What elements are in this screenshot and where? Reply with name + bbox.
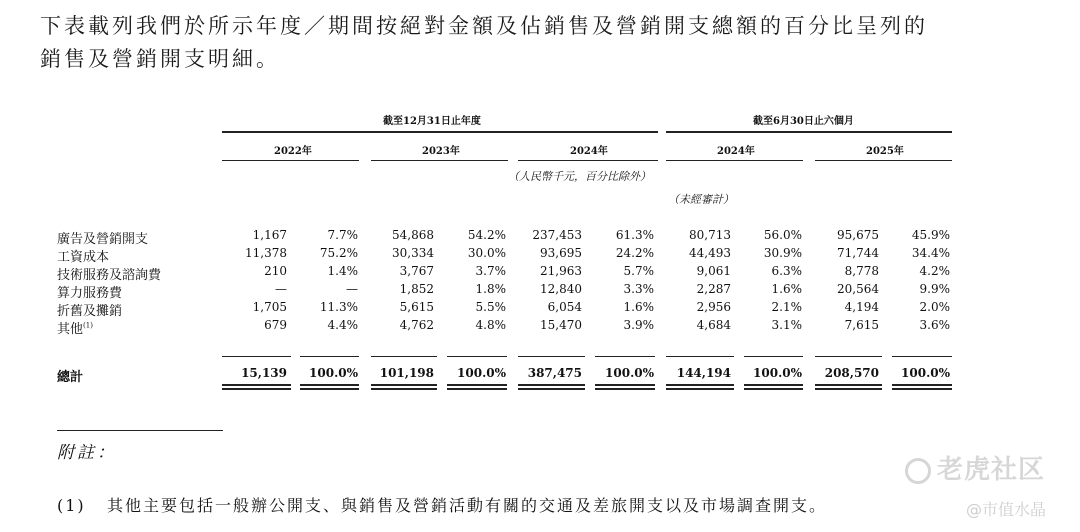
table-cell: 679 — [264, 318, 287, 332]
tiger-logo-icon — [905, 458, 931, 484]
period-header-2025-h1: 2025年 — [866, 146, 904, 157]
total-rule-above — [595, 356, 655, 357]
total-double-rule — [447, 388, 507, 390]
table-cell: 44,493 — [689, 246, 731, 260]
table-cell: 34.4% — [911, 246, 950, 260]
table-cell: 210 — [264, 264, 287, 278]
period-rule-4 — [666, 160, 803, 161]
table-cell: 45.9% — [911, 228, 950, 242]
footnote-marker: (1) — [83, 321, 93, 330]
total-cell: 208,570 — [824, 366, 879, 380]
table-cell: 3.3% — [623, 282, 654, 296]
total-rule-above — [447, 356, 507, 357]
total-double-rule — [744, 388, 803, 390]
total-cell: 101,198 — [379, 366, 434, 380]
watermark-sub: @市值水晶 — [966, 500, 1047, 519]
total-double-rule — [892, 388, 952, 390]
total-double-rule — [222, 384, 291, 386]
total-double-rule — [666, 384, 734, 386]
intro-line-2: 銷售及營銷開支明細。 — [40, 47, 280, 71]
total-double-rule — [892, 384, 952, 386]
table-cell: 12,840 — [540, 282, 582, 296]
table-cell: 1,852 — [399, 282, 434, 296]
table-cell: 1.4% — [327, 264, 358, 278]
row-label-text: 技術服務及諮詢費 — [57, 268, 162, 283]
table-cell: 11,378 — [245, 246, 287, 260]
period-header-2024-h1: 2024年 — [717, 146, 755, 157]
total-double-rule — [300, 388, 359, 390]
row-label-text: 折舊及攤銷 — [57, 304, 123, 319]
total-double-rule — [518, 384, 585, 386]
table-cell: 2,287 — [696, 282, 731, 296]
row-label-text: 算力服務費 — [57, 286, 123, 301]
row-label — [57, 246, 109, 265]
intro-line-1: 下表載列我們於所示年度／期間按絕對金額及佔銷售及營銷開支總額的百分比呈列的 — [40, 14, 928, 38]
total-double-rule — [447, 384, 507, 386]
total-cell: 100.0% — [309, 366, 358, 380]
table-cell: 93,695 — [540, 246, 582, 260]
table-cell: 54,868 — [392, 228, 434, 242]
table-cell: 54.2% — [467, 228, 506, 242]
table-cell: 5,615 — [399, 300, 434, 314]
total-cell: 100.0% — [901, 366, 950, 380]
group-header-half: 截至6月30日止六個月 — [753, 116, 854, 127]
table-cell: 80,713 — [689, 228, 731, 242]
total-rule-above — [222, 356, 291, 357]
table-cell: 6.3% — [771, 264, 802, 278]
total-label: 總計 — [57, 370, 84, 385]
total-cell: 100.0% — [605, 366, 654, 380]
table-cell: 3,767 — [399, 264, 434, 278]
total-double-rule — [666, 388, 734, 390]
table-cell: 1,167 — [252, 228, 287, 242]
table-cell: 24.2% — [615, 246, 654, 260]
total-rule-above — [815, 356, 882, 357]
table-cell: 5.7% — [623, 264, 654, 278]
row-label — [57, 318, 93, 337]
table-cell: 9.9% — [919, 282, 950, 296]
footnote-title: 附註： — [57, 443, 117, 463]
period-header-2022: 2022年 — [274, 146, 312, 157]
total-double-rule — [815, 384, 882, 386]
watermark-main-text: 老虎社区 — [937, 455, 1046, 485]
total-rule-above — [892, 356, 952, 357]
row-label — [57, 228, 148, 247]
table-cell: — — [275, 282, 287, 296]
group-rule-year — [222, 131, 658, 133]
group-rule-half — [666, 131, 952, 133]
table-cell: 11.3% — [319, 300, 358, 314]
group-header-year: 截至12月31日止年度 — [383, 116, 481, 127]
row-label — [57, 300, 122, 319]
period-rule-3 — [518, 160, 658, 161]
period-rule-5 — [815, 160, 952, 161]
period-header-2023: 2023年 — [422, 146, 460, 157]
unaudited-note: （未經審計） — [668, 193, 734, 206]
table-cell: 4,762 — [399, 318, 434, 332]
row-label-text: 其他 — [57, 322, 84, 337]
total-cell: 100.0% — [753, 366, 802, 380]
total-double-rule — [222, 388, 291, 390]
table-cell: 5.5% — [475, 300, 506, 314]
table-cell: 4.4% — [327, 318, 358, 332]
table-cell: 4.8% — [475, 318, 506, 332]
total-rule-above — [300, 356, 359, 357]
table-cell: 3.1% — [771, 318, 802, 332]
total-cell: 100.0% — [457, 366, 506, 380]
table-cell: 15,470 — [540, 318, 582, 332]
total-double-rule — [744, 384, 803, 386]
table-cell: 3.7% — [475, 264, 506, 278]
total-cell: 144,194 — [676, 366, 731, 380]
table-cell: 56.0% — [763, 228, 802, 242]
watermark-main — [905, 449, 1045, 486]
total-double-rule — [815, 388, 882, 390]
unit-note: （人民幣千元，百分比除外） — [508, 170, 651, 183]
table-cell: 3.9% — [623, 318, 654, 332]
table-cell: 2,956 — [696, 300, 731, 314]
intro-paragraph — [40, 10, 1040, 76]
table-cell: 237,453 — [532, 228, 582, 242]
footnote-number: (1) — [57, 496, 86, 515]
table-cell: 4,194 — [844, 300, 879, 314]
table-cell: 9,061 — [696, 264, 731, 278]
table-cell: 95,675 — [837, 228, 879, 242]
table-cell: 71,744 — [837, 246, 879, 260]
table-cell: 4,684 — [696, 318, 731, 332]
total-double-rule — [371, 388, 437, 390]
row-label-text: 工資成本 — [57, 250, 110, 265]
period-header-2024: 2024年 — [570, 146, 608, 157]
table-cell: 20,564 — [837, 282, 879, 296]
table-cell: 75.2% — [319, 246, 358, 260]
total-rule-above — [518, 356, 585, 357]
total-double-rule — [595, 384, 655, 386]
table-cell: 30.9% — [763, 246, 802, 260]
total-cell: 387,475 — [527, 366, 582, 380]
table-cell: 6,054 — [547, 300, 582, 314]
table-cell: 2.1% — [771, 300, 802, 314]
table-cell: 61.3% — [615, 228, 654, 242]
table-cell: 1.6% — [623, 300, 654, 314]
table-cell: 1.8% — [475, 282, 506, 296]
footnote-text: 其他主要包括一般辦公開支、與銷售及營銷活動有關的交通及差旅開支以及市場調查開支。 — [107, 496, 828, 515]
footnote-divider — [57, 430, 223, 431]
footnote-item — [57, 493, 827, 516]
row-label — [57, 264, 161, 283]
row-label — [57, 282, 122, 301]
table-cell: 3.6% — [919, 318, 950, 332]
table-cell: 30,334 — [392, 246, 434, 260]
table-cell: 7.7% — [327, 228, 358, 242]
period-rule-2 — [371, 160, 508, 161]
row-label-text: 廣告及營銷開支 — [57, 232, 149, 247]
total-double-rule — [371, 384, 437, 386]
total-double-rule — [300, 384, 359, 386]
total-rule-above — [371, 356, 437, 357]
table-cell: 1,705 — [252, 300, 287, 314]
table-cell: 2.0% — [919, 300, 950, 314]
total-rule-above — [666, 356, 734, 357]
table-cell: 7,615 — [844, 318, 879, 332]
table-cell: 21,963 — [540, 264, 582, 278]
total-double-rule — [518, 388, 585, 390]
table-cell: 8,778 — [844, 264, 879, 278]
total-double-rule — [595, 388, 655, 390]
total-rule-above — [744, 356, 803, 357]
table-cell: 4.2% — [919, 264, 950, 278]
period-rule-1 — [222, 160, 359, 161]
total-cell: 15,139 — [241, 366, 287, 380]
table-cell: 30.0% — [467, 246, 506, 260]
table-cell: 1.6% — [771, 282, 802, 296]
table-cell: — — [346, 282, 358, 296]
